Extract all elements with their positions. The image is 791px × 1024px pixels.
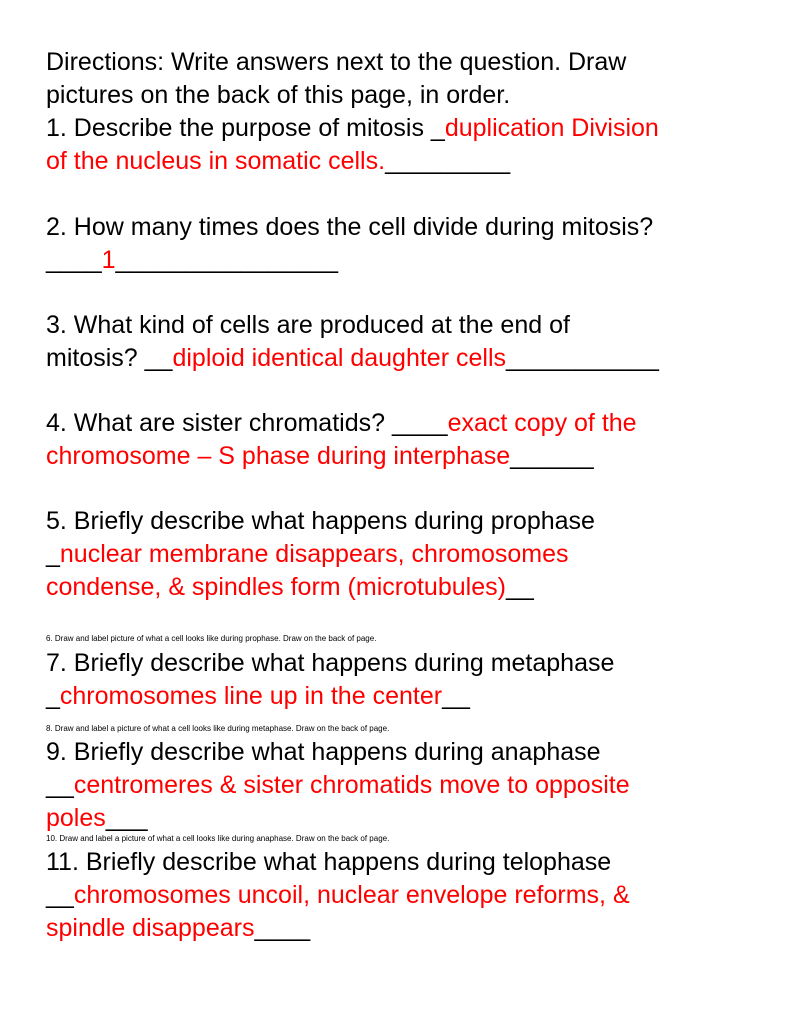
question-11 (46, 846, 766, 945)
directions-and-q1 (46, 46, 766, 178)
question-1-answer-part-1: duplication Division (444, 114, 659, 142)
question-3-answer: diploid identical daughter cells (172, 344, 506, 372)
question-1-answer-part-2: of the nucleus in somatic cells. (46, 147, 386, 175)
question-11-blank-before: __ (46, 881, 74, 909)
question-11-answer-part-1: chromosomes uncoil, nuclear envelope reforms, & (73, 881, 630, 909)
directions-line-1: Directions: Write answers next to the question. Draw (46, 48, 627, 76)
question-5-prompt: 5. Briefly describe what happens during prophase (46, 507, 595, 535)
question-3 (46, 309, 766, 375)
question-5-blank-after: __ (505, 573, 534, 601)
question-9-blank-after: ___ (105, 804, 148, 832)
question-11-prompt: 11. Briefly describe what happens during telophase (46, 848, 612, 876)
question-2 (46, 211, 766, 277)
question-3-blank: ___________ (506, 344, 659, 372)
question-2-answer-line (46, 244, 766, 277)
question-1-prompt: 1. Describe the purpose of mitosis _ (46, 114, 445, 142)
question-9-prompt: 9. Briefly describe what happens during anaphase (46, 738, 601, 766)
question-5-answer-part-1: nuclear membrane disappears, chromosomes (59, 540, 569, 568)
question-5-blank-before: _ (46, 540, 60, 568)
question-7-blank-before: _ (46, 682, 60, 710)
question-2-prompt: 2. How many times does the cell divide during mitosis? (46, 213, 654, 241)
directions-line-2: pictures on the back of this page, in order. (46, 81, 511, 109)
question-11-line-2 (46, 879, 766, 912)
question-4 (46, 407, 766, 473)
question-7-line-2 (46, 680, 766, 713)
question-2-blank-before: ____ (46, 246, 102, 274)
question-3-line-2 (46, 342, 766, 375)
question-9-answer-part-2: poles (46, 804, 106, 832)
instruction-note-10: 10. Draw and label a picture of what a cell looks like during anaphase. Draw on the back of page. (46, 834, 390, 843)
question-4-answer-part-1: exact copy of the (447, 409, 637, 437)
question-4-answer-part-2: chromosome – S phase during interphase (46, 442, 511, 470)
question-2-blank-after: ________________ (115, 246, 338, 274)
question-5-line-2 (46, 538, 766, 571)
question-9-answer-part-1: centromeres & sister chromatids move to opposite (73, 771, 630, 799)
instruction-note-8: 8. Draw and label a picture of what a cell looks like during metaphase. Draw on the back of page. (46, 724, 390, 733)
question-11-answer-part-2: spindle disappears (46, 914, 255, 942)
question-7-blank-after: __ (442, 682, 470, 710)
question-5-answer-part-2: condense, & spindles form (microtubules) (46, 573, 506, 601)
question-9 (46, 736, 766, 835)
question-9-blank-before: __ (46, 771, 74, 799)
question-11-line-3 (46, 912, 766, 945)
question-2-answer: 1 (101, 246, 116, 274)
question-3-prompt-line-1: 3. What kind of cells are produced at the end of (46, 311, 570, 339)
question-4-blank: ______ (510, 442, 594, 470)
question-7 (46, 647, 766, 713)
question-4-prompt: 4. What are sister chromatids? ____ (46, 409, 448, 437)
question-11-blank-after: ____ (254, 914, 311, 942)
question-3-prompt-line-2: mitosis? __ (46, 344, 173, 372)
instruction-note-6: 6. Draw and label picture of what a cell looks like during prophase. Draw on the back of page. (46, 634, 377, 643)
question-1-blank: _________ (385, 147, 511, 175)
question-9-line-2 (46, 769, 766, 802)
question-7-answer: chromosomes line up in the center (59, 682, 443, 710)
question-7-prompt: 7. Briefly describe what happens during metaphase (46, 649, 615, 677)
question-1-line-1 (46, 112, 766, 145)
question-5-line-3 (46, 571, 766, 604)
question-4-line-2 (46, 440, 766, 473)
question-5 (46, 505, 766, 604)
question-4-line-1 (46, 407, 766, 440)
question-9-line-3 (46, 802, 766, 835)
question-1-line-2 (46, 145, 766, 178)
